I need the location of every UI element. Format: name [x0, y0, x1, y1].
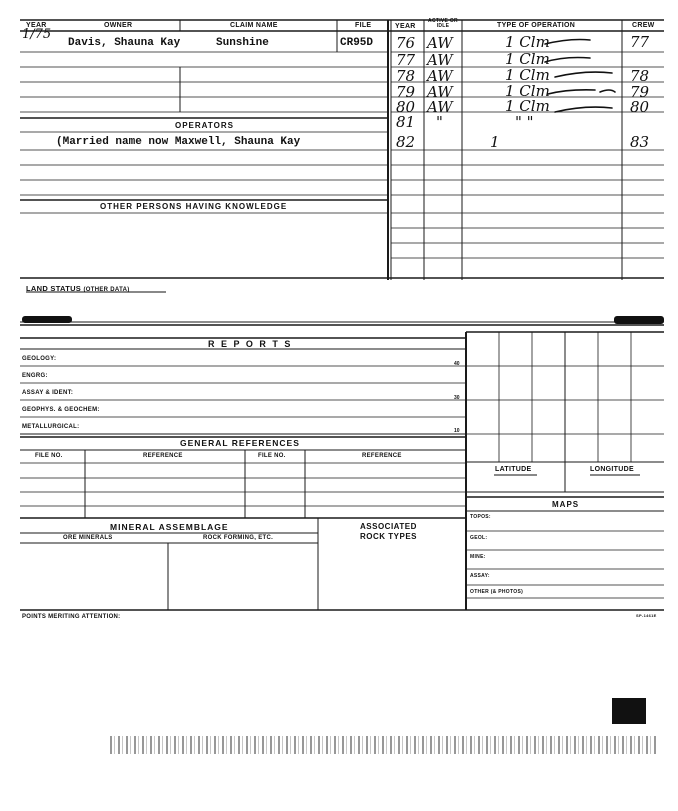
- rock-forming-label: ROCK FORMING, ETC.: [203, 535, 274, 541]
- activity-status: AW: [427, 98, 453, 116]
- maps-geol: GEOL:: [470, 535, 488, 541]
- activity-status: AW: [427, 83, 453, 101]
- activity-crew: 77: [630, 33, 650, 51]
- ore-minerals-label: ORE MINERALS: [63, 535, 113, 541]
- activity-year: 77: [396, 51, 416, 69]
- entry-claim: Sunshine: [216, 37, 269, 49]
- header-active-idle: ACTIVE OR IDLE: [428, 18, 458, 29]
- rock-types-label: ROCK TYPES: [360, 532, 418, 541]
- activity-operation: 1 Clm: [505, 33, 550, 51]
- activity-status: AW: [427, 51, 453, 69]
- genref-col-file-no-2: FILE NO.: [258, 453, 286, 459]
- other-persons-title: OTHER PERSONS HAVING KNOWLEDGE: [100, 202, 288, 211]
- report-geophys-label: GEOPHYS. & GEOCHEM:: [22, 407, 100, 413]
- activity-crew: 79: [630, 83, 650, 101]
- header-year: YEAR: [26, 22, 47, 29]
- activity-operation: 1: [490, 133, 500, 151]
- header-claim-name: CLAIM NAME: [230, 22, 278, 29]
- activity-crew: 78: [630, 67, 650, 85]
- longitude-label: LONGITUDE: [590, 466, 634, 473]
- land-status-label: LAND STATUS: [26, 284, 82, 293]
- entry-file: CR95D: [340, 37, 374, 49]
- genref-col-file-no-1: FILE NO.: [35, 453, 63, 459]
- land-status-title: [26, 284, 130, 293]
- entry-owner: Davis, Shauna Kay: [68, 37, 181, 49]
- report-assay-label: ASSAY & IDENT:: [22, 390, 74, 396]
- genref-col-reference-2: REFERENCE: [362, 453, 402, 459]
- maps-other: OTHER (& PHOTOS): [470, 589, 524, 595]
- report-assay-num: 30: [454, 395, 460, 401]
- activity-status: AW: [427, 67, 453, 85]
- report-metallurgical-label: METALLURGICAL:: [22, 424, 80, 430]
- header-type-of-operation: TYPE OF OPERATION: [497, 22, 576, 29]
- activity-status: ": [436, 113, 443, 131]
- scan-black-mark: [612, 698, 646, 724]
- activity-status: AW: [427, 34, 453, 52]
- activity-year: 79: [396, 83, 416, 101]
- activity-operation: 1 Clm: [505, 97, 550, 115]
- maps-topos: TOPOS:: [470, 514, 491, 520]
- activity-operation: 1 Clm: [505, 66, 550, 84]
- maps-mine: MINE:: [470, 554, 486, 560]
- activity-operation: 1 Clm: [505, 82, 550, 100]
- entry-year: 1/75: [22, 27, 52, 42]
- general-references-title: GENERAL REFERENCES: [180, 438, 300, 448]
- points-meriting-attention: POINTS MERITING ATTENTION:: [22, 614, 121, 620]
- header-file: FILE: [355, 22, 372, 29]
- report-geology-label: GEOLOGY:: [22, 356, 57, 362]
- mineral-assemblage-title: MINERAL ASSEMBLAGE: [110, 522, 229, 532]
- activity-year: 76: [396, 34, 416, 52]
- maps-assay: ASSAY:: [470, 573, 490, 579]
- activity-year: 82: [396, 133, 416, 151]
- operators-title: OPERATORS: [175, 121, 234, 130]
- operators-text: (Married name now Maxwell, Shauna Kay: [56, 136, 301, 148]
- activity-crew: 80: [630, 98, 650, 116]
- land-status-sub: (OTHER DATA): [83, 287, 130, 293]
- header-crew: CREW: [632, 22, 655, 29]
- activity-crew: 83: [630, 133, 650, 151]
- activity-operation: " ": [515, 113, 534, 131]
- report-geology-num: 40: [454, 361, 460, 367]
- report-engrg-label: ENGRG:: [22, 373, 48, 379]
- associated-label: ASSOCIATED: [360, 522, 417, 531]
- reports-title: R E P O R T S: [208, 339, 293, 349]
- activity-year: 80: [396, 98, 416, 116]
- header-owner: OWNER: [104, 22, 133, 29]
- maps-title: MAPS: [552, 500, 580, 509]
- scan-smear: [110, 736, 658, 754]
- header-year-right: YEAR: [395, 23, 416, 30]
- activity-year: 81: [396, 113, 416, 131]
- genref-col-reference-1: REFERENCE: [143, 453, 183, 459]
- latitude-label: LATITUDE: [495, 466, 532, 473]
- report-metallurgical-num: 10: [454, 428, 460, 434]
- form-number: SP-1461E: [636, 613, 657, 618]
- activity-operation: 1 Clm: [505, 50, 550, 68]
- activity-year: 78: [396, 67, 416, 85]
